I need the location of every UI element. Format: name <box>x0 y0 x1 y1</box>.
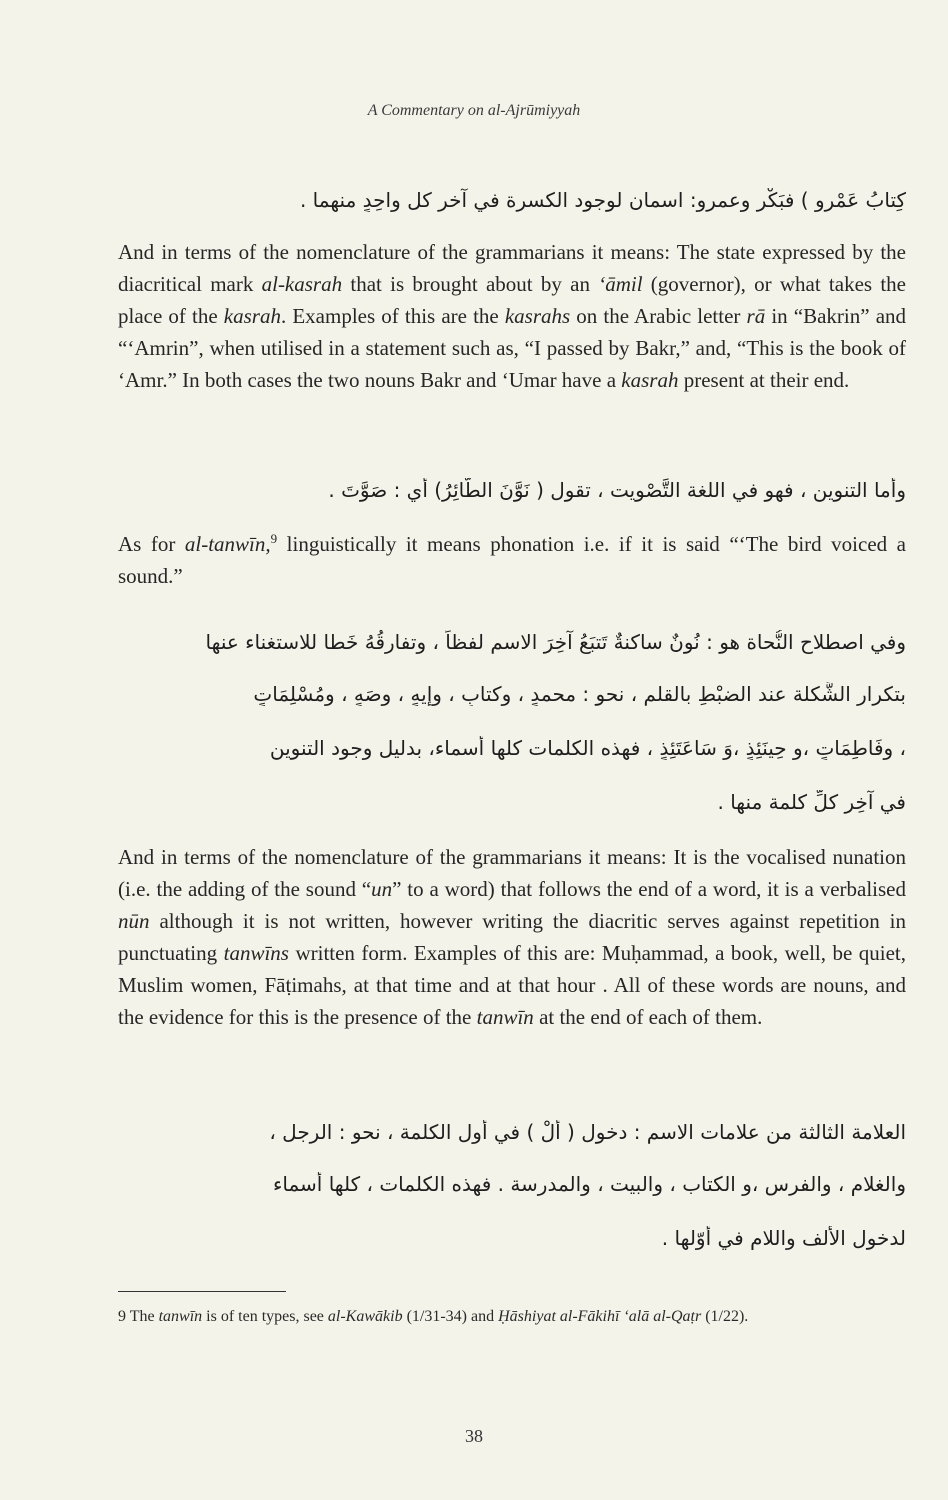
arabic-tanwin-line: وأما التنوين ، فهو في اللغة التَّصْوِيت ، تقول ( نَوَّنَ الطَّائِرُ) أي : صَوَّتَ . <box>328 478 906 502</box>
paragraph-kasrah-definition <box>118 236 906 396</box>
footnote-number: 9 <box>118 1308 126 1325</box>
paragraph-text: And in terms of the nomenclature of the grammarians it means: It is the vocalised nunation (i.e. the adding of the sound “un” to a word) that follows the end of a word, it is a verbalised nūn although it is not written, however writing the diacritic serves against repetition in punctuating tanwīns written form. Examples of this are: Muḥammad, a book, well, be quiet, Muslim women, Fāṭimahs, at that time and at that hour . All of these words are nouns, and the evidence for this is the presence of the tanwīn at the end of each of them. <box>118 845 907 1029</box>
running-head: A Commentary on al-Ajrūmiyyah <box>367 102 581 119</box>
paragraph-tanwin-grammatical <box>118 841 906 1033</box>
footnote-divider <box>118 1291 286 1292</box>
page-number: 38 <box>465 1426 483 1446</box>
footnote-reference[interactable]: 9 <box>270 531 278 546</box>
arabic-line: لدخول الألف واللام في أوّلها . <box>661 1226 906 1250</box>
arabic-line: العلامة الثالثة من علامات الاسم : دخول ( أَلْ ) في أول الكلمة ، نحو : الرجل ، <box>269 1120 906 1144</box>
paragraph-tanwin-linguistic <box>118 523 906 592</box>
arabic-line: بتكرار الشَّكلة عند الضبْطِ بالقلم ، نحو : محمدٍ ، وكتابٍ ، وإيهٍ ، وصَهٍ ، ومُسْلِمَاتٍ <box>253 682 906 706</box>
arabic-line: في آخِرِ كلِّ كلمة منها . <box>717 790 906 814</box>
arabic-line: وفي اصطلاح النُّحاة هو : نُونٌ ساكنةٌ تَتبَعُ آخِرَ الاسم لفظاً ، وتفارِقُهُ خَطا للاستغناء عنها <box>205 630 906 654</box>
arabic-line: ، وفَاطِمَاتٍ ،و حِينَئِذٍ ،وَ سَاعَتَئِذٍ ، فهذه الكلمات كلها أسماء، بدليل وجود التنوين <box>269 736 906 760</box>
arabic-example-line: كِتابُ عَمْرٍو ) فبَكْرٍ وعمرو: اسمان لوجود الكسرة في آخر كل واحِدٍ منهما . <box>299 188 906 212</box>
paragraph-text: As for al-tanwīn,$^9$ linguistically it means phonation i.e. if it is said “‘The bird voiced a sound.” <box>118 531 906 588</box>
paragraph-text: And in terms of the nomenclature of the grammarians it means: The state expressed by the diacritical mark al-kasrah that is brought about by an ‘āmil (governor), or what takes the place of the kasrah. Examples of this are the kasrahs on the Arabic letter rā in “Bakrin” and “‘Amrin”, when utilised in a statement such as, “I passed by Bakr,” and, “This is the book of ‘Amr.” In both cases the two nouns Bakr and ‘Umar have a kasrah present at their end. <box>118 240 907 392</box>
footnote: 9 The tanwīn is of ten types, see al-Kawākib (1/31-34) and Ḥāshiyat al-Fākihī ‘alā al-Qaṭr (1/22). <box>118 1308 749 1325</box>
arabic-line: والغلام ، والفرس ،و الكتاب ، والبيت ، والمدرسة . فهذه الكلمات ، كلها أسماء <box>272 1172 906 1196</box>
